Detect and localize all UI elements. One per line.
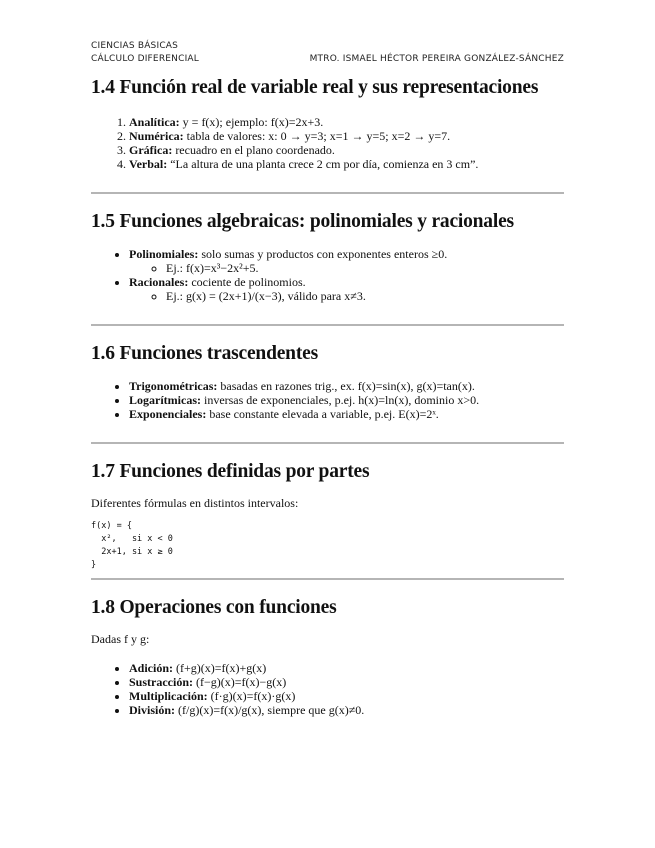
item-text: solo sumas y productos con exponentes enteros ≥0.: [198, 247, 448, 261]
list-item: [129, 689, 564, 703]
item-text: y = f(x); ejemplo: f(x)=2x+3.: [179, 115, 324, 129]
list-item: [129, 661, 564, 675]
list-item: [129, 143, 564, 157]
item-term: Trigonométricas:: [129, 379, 218, 393]
item-text: tabla de valores: x: 0 → y=3; x=1 → y=5; x=2 → y=7.: [183, 129, 451, 143]
item-term: Polinomiales:: [129, 247, 199, 261]
section-divider: [91, 192, 564, 194]
list-item: [129, 407, 564, 421]
list-item: [129, 675, 564, 689]
list-item: [129, 247, 564, 275]
section-title-1-4: 1.4 Función real de variable real y sus representaciones: [91, 77, 539, 98]
section-title-1-8: 1.8 Operaciones con funciones: [91, 597, 337, 618]
section-divider: [91, 442, 564, 444]
header-author: MTRO. ISMAEL HÉCTOR PEREIRA GONZÁLEZ-SÁNCHEZ: [309, 54, 564, 64]
item-term: Numérica:: [129, 129, 184, 143]
section-title-1-7: 1.7 Funciones definidas por partes: [91, 461, 370, 482]
item-text: basadas en razones trig., ex. f(x)=sin(x), g(x)=tan(x).: [217, 379, 475, 393]
section-divider: [91, 324, 564, 326]
item-term: Logarítmicas:: [129, 393, 201, 407]
list-item: [129, 115, 564, 129]
list-item: [129, 703, 564, 717]
section-title-1-5: 1.5 Funciones algebraicas: polinomiales y racionales: [91, 211, 514, 232]
item-text: inversas de exponenciales, p.ej. h(x)=ln(x), dominio x>0.: [200, 393, 480, 407]
sub-list-item: ◦ Ej.: g(x) = (2x+1)/(x−3), válido para x≠3.: [166, 289, 564, 303]
item-text: (f+g)(x)=f(x)+g(x): [173, 661, 267, 675]
item-term: Analítica:: [129, 115, 180, 129]
section-intro: Diferentes fórmulas en distintos intervalos:: [91, 496, 299, 510]
list-item: [129, 275, 564, 303]
list-item: [129, 379, 564, 393]
document-body: [91, 76, 564, 717]
item-term: Sustracción:: [129, 675, 193, 689]
item-text: (f−g)(x)=f(x)−g(x): [193, 675, 287, 689]
header-course: CÁLCULO DIFERENCIAL: [91, 54, 199, 64]
section-divider: [91, 578, 564, 580]
item-text: cociente de polinomios.: [188, 275, 306, 289]
header-subject-area: CIENCIAS BÁSICAS: [91, 41, 179, 51]
item-term: Verbal:: [129, 157, 168, 171]
list-item: [129, 393, 564, 407]
transcendental-list: [91, 379, 564, 421]
sub-list: [129, 261, 564, 275]
item-term: Adición:: [129, 661, 174, 675]
item-term: División:: [129, 703, 176, 717]
algebraic-list: [91, 247, 564, 303]
piecewise-code-block: f(x) = { x², si x < 0 2x+1, si x ≥ 0 }: [91, 521, 173, 570]
section-intro: Dadas f y g:: [91, 632, 150, 646]
page-header: [91, 40, 564, 66]
item-text: (f/g)(x)=f(x)/g(x), siempre que g(x)≠0.: [175, 703, 365, 717]
item-text: “La altura de una planta crece 2 cm por día, comienza en 3 cm”.: [167, 157, 479, 171]
item-text: recuadro en el plano coordenado.: [172, 143, 335, 157]
item-term: Racionales:: [129, 275, 189, 289]
item-term: Exponenciales:: [129, 407, 207, 421]
representations-list: [91, 115, 564, 171]
item-term: Multiplicación:: [129, 689, 208, 703]
list-item: [129, 129, 564, 143]
sub-list-item: ◦ Ej.: f(x)=x³−2x²+5.: [166, 261, 564, 275]
item-text: base constante elevada a variable, p.ej. E(x)=2ˣ.: [206, 407, 439, 421]
sub-list: [129, 289, 564, 303]
section-title-1-6: 1.6 Funciones trascendentes: [91, 343, 318, 364]
list-item: [129, 157, 564, 171]
item-text: (f·g)(x)=f(x)·g(x): [207, 689, 296, 703]
item-term: Gráfica:: [129, 143, 173, 157]
operations-list: [91, 661, 564, 717]
